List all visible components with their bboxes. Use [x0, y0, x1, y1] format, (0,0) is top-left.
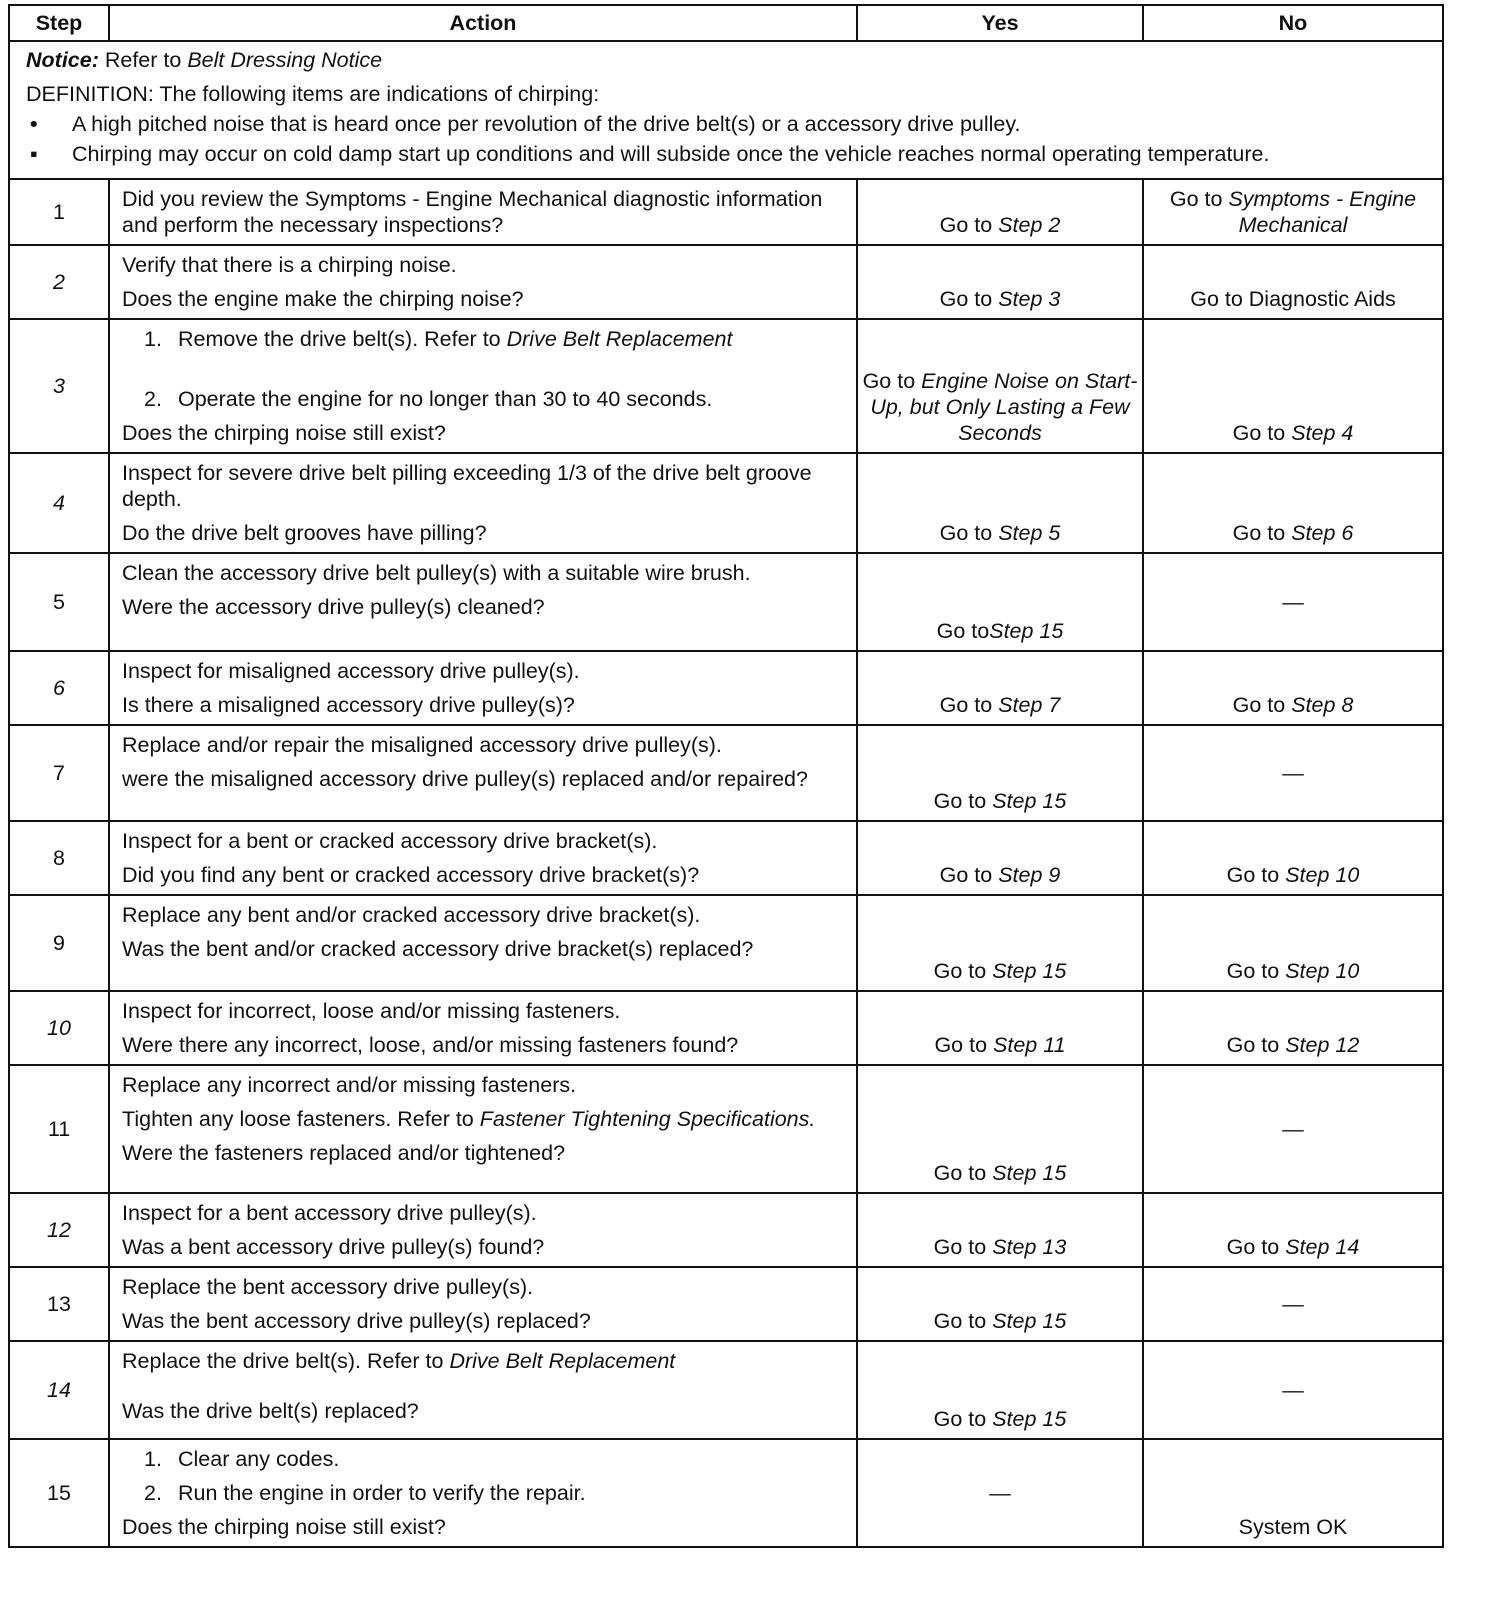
action-text: Inspect for a bent accessory drive pulley(s). [122, 1201, 537, 1225]
action-instruction [122, 1106, 846, 1132]
action-instruction [122, 1274, 846, 1300]
action-question: Does the chirping noise still exist? [122, 1515, 446, 1539]
step-row [9, 245, 1443, 319]
action-cell [109, 179, 857, 245]
no-text: Go to [1232, 421, 1292, 445]
definition-text: DEFINITION: The following items are indications of chirping: [26, 82, 600, 106]
action-question: Was the bent and/or cracked accessory drive bracket(s) replaced? [122, 937, 754, 961]
no-cell [1143, 179, 1443, 245]
no-target: Step 10 [1285, 959, 1360, 983]
step-row [9, 179, 1443, 245]
action-instruction [122, 828, 846, 854]
action-text: Inspect for incorrect, loose and/or missing fasteners. [122, 999, 621, 1023]
action-question: Does the chirping noise still exist? [122, 421, 446, 445]
yes-cell [857, 453, 1143, 553]
yes-cell [857, 553, 1143, 651]
action-instruction [122, 460, 846, 512]
no-text: Go to Diagnostic Aids [1190, 287, 1396, 311]
action-cell [109, 1065, 857, 1193]
step-number: 5 [9, 553, 109, 651]
yes-cell [857, 1341, 1143, 1439]
yes-cell [857, 1267, 1143, 1341]
steps-body [9, 179, 1443, 1547]
yes-cell [857, 1065, 1143, 1193]
step-number: 7 [9, 725, 109, 821]
step-number: 9 [9, 895, 109, 991]
step-number: 3 [9, 319, 109, 453]
step-row [9, 1193, 1443, 1267]
action-question: were the misaligned accessory drive pulley(s) replaced and/or repaired? [122, 767, 808, 791]
step-row [9, 651, 1443, 725]
no-cell [1143, 991, 1443, 1065]
bullet-icon: • [30, 112, 38, 136]
step-row [9, 453, 1443, 553]
no-text: Go to [1226, 1033, 1286, 1057]
no-cell [1143, 1267, 1443, 1341]
action-instruction [122, 732, 846, 758]
notice-row [9, 41, 1443, 179]
action-instruction [122, 560, 846, 586]
yes-text: Go to [933, 1407, 993, 1431]
action-question: Does the engine make the chirping noise? [122, 287, 524, 311]
action-cell [109, 821, 857, 895]
step-number: 12 [9, 1193, 109, 1267]
bullet-icon: ▪ [30, 142, 38, 166]
no-cell [1143, 553, 1443, 651]
no-cell [1143, 821, 1443, 895]
step-row [9, 821, 1443, 895]
yes-cell [857, 651, 1143, 725]
empty-dash: — [1282, 761, 1304, 785]
action-cell [109, 651, 857, 725]
yes-text: Go to [934, 1033, 994, 1057]
action-text: Replace the drive belt(s). Refer to [122, 1349, 450, 1373]
notice-line [26, 46, 1426, 74]
yes-target: Step 3 [998, 287, 1061, 311]
action-cell [109, 895, 857, 991]
bullet-text: Chirping may occur on cold damp start up conditions and will subside once the vehicle reaches normal operating temperature. [72, 142, 1270, 166]
action-cell [109, 245, 857, 319]
action-instruction [122, 1348, 846, 1374]
step-row [9, 725, 1443, 821]
diagnostic-table [8, 4, 1444, 1548]
action-question: Is there a misaligned accessory drive pulley(s)? [122, 693, 575, 717]
notice-link: Belt Dressing Notice [187, 48, 383, 72]
action-list-item [122, 1446, 846, 1472]
step-number: 6 [9, 651, 109, 725]
yes-target: Step 15 [992, 789, 1067, 813]
no-cell [1143, 1439, 1443, 1547]
yes-target: Step 15 [992, 1309, 1067, 1333]
yes-target: Step 11 [993, 1033, 1066, 1057]
yes-target: Step 15 [992, 1407, 1067, 1431]
action-cell [109, 1193, 857, 1267]
empty-dash: — [1282, 590, 1304, 614]
action-cell [109, 1439, 857, 1547]
yes-text: Go to [939, 863, 999, 887]
list-number: 2. [144, 387, 162, 411]
yes-cell [857, 319, 1143, 453]
no-cell [1143, 651, 1443, 725]
notice-text: Refer to [98, 48, 188, 72]
step-number: 2 [9, 245, 109, 319]
no-target: Step 6 [1291, 521, 1354, 545]
yes-text: Go to [933, 789, 993, 813]
yes-target: Step 5 [998, 521, 1061, 545]
diagnostic-table-page [8, 4, 1442, 1548]
no-text: Go to [1226, 863, 1286, 887]
action-question: Was a bent accessory drive pulley(s) found? [122, 1235, 545, 1259]
step-number: 4 [9, 453, 109, 553]
yes-cell [857, 179, 1143, 245]
action-text: Run the engine in order to verify the repair. [178, 1481, 586, 1505]
yes-target: Step 2 [998, 213, 1061, 237]
action-instruction [122, 1072, 846, 1098]
action-cell [109, 1267, 857, 1341]
notice-cell [9, 41, 1443, 179]
yes-text: Go to [936, 619, 990, 643]
no-target: Step 10 [1285, 863, 1360, 887]
definition-bullet [26, 112, 1426, 136]
yes-cell [857, 821, 1143, 895]
step-row [9, 319, 1443, 453]
no-cell [1143, 453, 1443, 553]
no-cell [1143, 1193, 1443, 1267]
header-no: No [1143, 5, 1443, 41]
bullet-text: A high pitched noise that is heard once per revolution of the drive belt(s) or a accessory drive pulley. [72, 112, 1021, 136]
action-text: Operate the engine for no longer than 30 to 40 seconds. [178, 387, 713, 411]
list-number: 1. [144, 1447, 162, 1471]
yes-target: Step 9 [998, 863, 1061, 887]
no-target: Step 8 [1291, 693, 1354, 717]
yes-cell [857, 1439, 1143, 1547]
step-number: 13 [9, 1267, 109, 1341]
step-number: 8 [9, 821, 109, 895]
yes-text: Go to [933, 1309, 993, 1333]
reference-link: Fastener Tightening Specifications. [479, 1107, 816, 1131]
reference-link: Drive Belt Replacement [506, 327, 733, 351]
no-text: Go to [1232, 693, 1292, 717]
action-list-item [122, 1480, 846, 1506]
yes-text: Go to [933, 1235, 993, 1259]
notice-label: Notice: [26, 48, 99, 72]
step-number: 14 [9, 1341, 109, 1439]
definition-bullet [26, 142, 1426, 166]
action-question: Was the drive belt(s) replaced? [122, 1399, 419, 1423]
action-instruction [122, 658, 846, 684]
yes-text: Go to [939, 213, 999, 237]
step-number: 10 [9, 991, 109, 1065]
step-row [9, 991, 1443, 1065]
yes-cell [857, 1193, 1143, 1267]
action-question: Did you find any bent or cracked accessory drive bracket(s)? [122, 863, 700, 887]
yes-cell [857, 245, 1143, 319]
action-text: Inspect for severe drive belt pilling exceeding 1/3 of the drive belt groove depth. [122, 461, 812, 511]
yes-text: Go to [939, 287, 999, 311]
empty-dash: — [1282, 1292, 1304, 1316]
no-target: Symptoms - Engine Mechanical [1228, 187, 1417, 237]
no-cell [1143, 725, 1443, 821]
yes-target: Step 15 [992, 1161, 1067, 1185]
action-question: Were the fasteners replaced and/or tightened? [122, 1141, 566, 1165]
action-text: Verify that there is a chirping noise. [122, 253, 457, 277]
no-text: Go to [1232, 521, 1292, 545]
action-text: Replace any bent and/or cracked accessory drive bracket(s). [122, 903, 701, 927]
action-cell [109, 1341, 857, 1439]
action-text: Replace and/or repair the misaligned accessory drive pulley(s). [122, 733, 722, 757]
no-target: Step 12 [1285, 1033, 1360, 1057]
yes-text: Go to [933, 1161, 993, 1185]
step-number: 11 [9, 1065, 109, 1193]
step-row [9, 895, 1443, 991]
step-row [9, 553, 1443, 651]
header-step: Step [9, 5, 109, 41]
header-row [9, 5, 1443, 41]
yes-target: Engine Noise on Start-Up, but Only Lasting a Few Seconds [870, 369, 1138, 445]
header-action: Action [109, 5, 857, 41]
list-number: 1. [144, 327, 162, 351]
no-cell [1143, 895, 1443, 991]
action-question: Were the accessory drive pulley(s) cleaned? [122, 595, 545, 619]
step-row [9, 1065, 1443, 1193]
no-cell [1143, 245, 1443, 319]
action-text: Clean the accessory drive belt pulley(s) with a suitable wire brush. [122, 561, 751, 585]
action-instruction [122, 1200, 846, 1226]
no-cell [1143, 319, 1443, 453]
step-number: 1 [9, 179, 109, 245]
no-target: Step 4 [1291, 421, 1354, 445]
yes-cell [857, 895, 1143, 991]
step-row [9, 1267, 1443, 1341]
action-text: Replace the bent accessory drive pulley(s). [122, 1275, 534, 1299]
empty-dash: — [989, 1481, 1011, 1505]
no-text: Go to [1226, 959, 1286, 983]
step-number: 15 [9, 1439, 109, 1547]
action-list-item [122, 326, 846, 352]
action-text: Inspect for misaligned accessory drive pulley(s). [122, 659, 580, 683]
action-text: Replace any incorrect and/or missing fasteners. [122, 1073, 577, 1097]
yes-target: Step 13 [992, 1235, 1067, 1259]
action-cell [109, 991, 857, 1065]
header-yes: Yes [857, 5, 1143, 41]
action-text: Tighten any loose fasteners. Refer to [122, 1107, 480, 1131]
action-question: Were there any incorrect, loose, and/or missing fasteners found? [122, 1033, 739, 1057]
action-cell [109, 553, 857, 651]
empty-dash: — [1282, 1378, 1304, 1402]
no-text: System OK [1238, 1515, 1348, 1539]
action-text: Clear any codes. [178, 1447, 340, 1471]
action-text: Remove the drive belt(s). Refer to [178, 327, 507, 351]
empty-dash: — [1282, 1117, 1304, 1141]
no-text: Go to [1226, 1235, 1286, 1259]
yes-cell [857, 991, 1143, 1065]
action-instruction [122, 186, 846, 238]
yes-target: Step 15 [989, 619, 1064, 643]
action-question: Was the bent accessory drive pulley(s) replaced? [122, 1309, 591, 1333]
action-instruction [122, 252, 846, 278]
yes-cell [857, 725, 1143, 821]
list-number: 2. [144, 1481, 162, 1505]
yes-text: Go to [933, 959, 993, 983]
action-cell [109, 453, 857, 553]
step-row [9, 1341, 1443, 1439]
action-cell [109, 725, 857, 821]
yes-target: Step 15 [992, 959, 1067, 983]
no-text: Go to [1169, 187, 1229, 211]
action-text: Did you review the Symptoms - Engine Mechanical diagnostic information and perform the necessary inspections? [122, 187, 823, 237]
no-target: Step 14 [1285, 1235, 1360, 1259]
yes-text: Go to [939, 693, 999, 717]
action-cell [109, 319, 857, 453]
no-cell [1143, 1341, 1443, 1439]
action-text: Inspect for a bent or cracked accessory drive bracket(s). [122, 829, 658, 853]
yes-text: Go to [862, 369, 922, 393]
yes-target: Step 7 [998, 693, 1061, 717]
no-cell [1143, 1065, 1443, 1193]
action-instruction [122, 902, 846, 928]
action-question: Do the drive belt grooves have pilling? [122, 521, 487, 545]
reference-link: Drive Belt Replacement [449, 1349, 676, 1373]
yes-text: Go to [939, 521, 999, 545]
action-instruction [122, 998, 846, 1024]
step-row [9, 1439, 1443, 1547]
action-list-item [122, 386, 846, 412]
